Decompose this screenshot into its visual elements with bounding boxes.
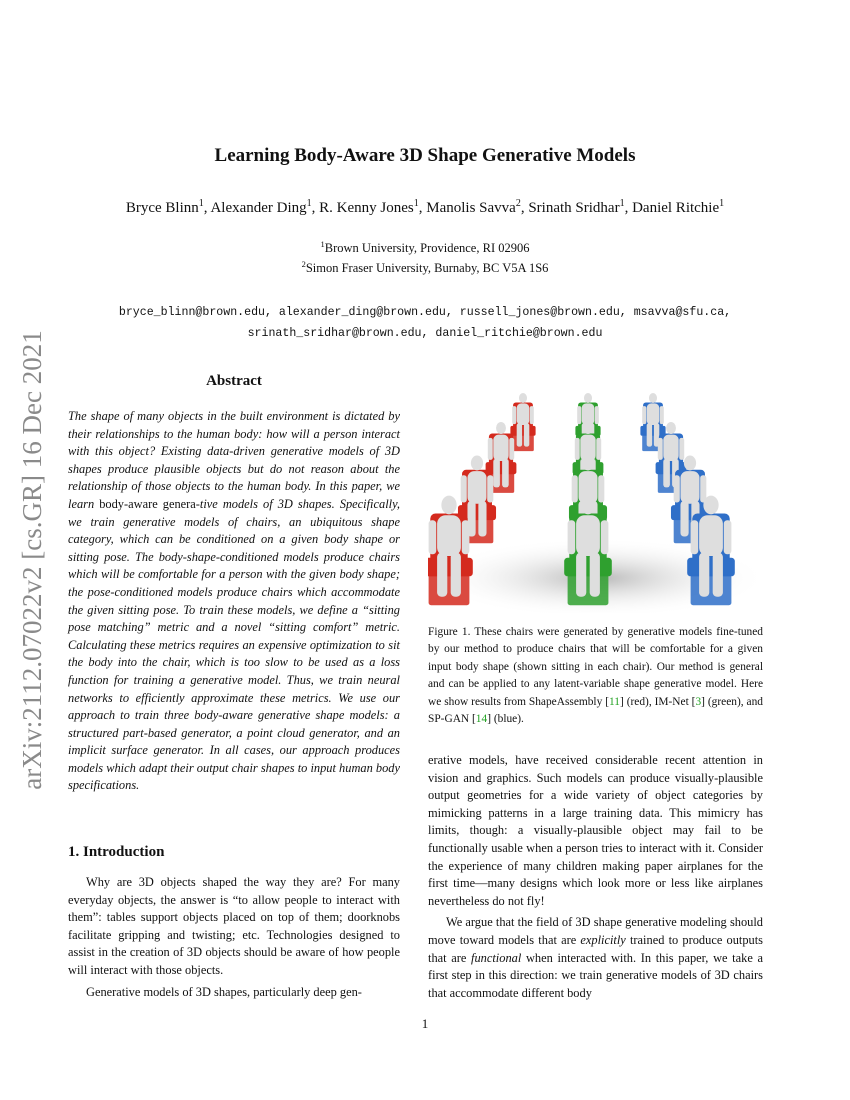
affiliation-marker: 1 [198,198,204,209]
figure-arm [596,438,601,460]
figure-arm [595,406,599,424]
figure-arm [462,520,470,554]
figure-arm [487,475,493,502]
figure-arm [509,438,514,460]
figure-arm [724,520,732,554]
figure-leg [663,459,670,488]
email-list [0,302,850,344]
figure-arm [691,520,699,554]
affiliation-marker: 2 [515,198,521,209]
caption-text: ] (red), IM-Net [ [619,695,696,708]
affiliation-text: Brown University, Providence, RI 02906 [324,241,530,255]
figure-1-chairs-image [428,383,763,613]
affiliation-number: 1 [320,238,325,249]
figure-leg [524,423,529,446]
chair-seat [687,558,735,577]
paper-title: Learning Body-Aware 3D Shape Generative Models [214,145,636,166]
figure-leg [451,553,461,597]
email-line: srinath_sridhar@brown.edu, daniel_ritchie@brown.edu [247,327,603,340]
figure-leg [517,423,522,446]
page-number: 1 [421,1016,429,1031]
abstract-body [68,408,400,795]
chair-seat [564,558,612,577]
figure-head [519,393,527,403]
figure-leg [437,553,447,597]
chair-seat [510,426,535,436]
chair-base [512,435,534,451]
affiliation-1 [0,238,850,256]
arxiv-identifier: arXiv:2112.07022v2 [cs.GR] 16 Dec 2021 [17,330,47,790]
figure-leg [647,423,652,446]
affiliation-2 [0,258,850,276]
figure-arm [572,475,578,502]
figure-torso [517,403,530,425]
figure-head [649,393,657,403]
figure-leg [576,553,586,597]
author-name: Srinath Sridhar [528,200,620,216]
citation-link[interactable]: 11 [609,695,620,708]
affiliation-marker: 1 [413,198,419,209]
abstract-text-part: tive models of 3D shapes. Specifically, we train generative models of chairs, an ubiquitous shape category, which can be conditioned on a given body shape or sitting pose. The body-shape-conditioned models produce chairs which will be comfortable for a person with the given body shape; the pose-conditioned models produce chairs which accommodate the given sitting pose. To train these models, we define a “sitting pose matching” metric and a novel “sitting comfort” metric. Calculating these metrics requires an expensive optimization to sit the body into the chair, which is too slow to be used as a loss function for training a generative model. Thus, we train neural networks to efficiently approximate these metrics. We use our approach to train three body-aware generative shape models: a structured part-based generator, a point cloud generator, and an implicit surface generator. In all cases, our approach produces models which adapt their output chair shapes to input human body specifications. [68,496,400,793]
figure-head [471,456,483,471]
right-column-body [428,752,763,1006]
figure-torso [582,403,595,425]
figure-leg [680,501,688,536]
author-name: Daniel Ritchie [632,200,720,216]
chairs-illustration [428,383,763,613]
figure-leg [478,501,486,536]
affiliation-marker: 1 [306,198,312,209]
introduction-body [68,874,400,1005]
figure-arm [674,475,680,502]
figure-torso [467,471,486,504]
figure-head [703,496,718,515]
author-name: R. Kenny Jones [319,200,414,216]
figure-head [584,393,592,403]
chair-base [691,575,732,606]
abstract-heading: Abstract [206,373,262,389]
affiliation-number: 2 [301,258,306,269]
emphasis-text: functional [471,950,522,965]
paragraph: Generative models of 3D shapes, particularly deep gen- [86,984,362,999]
figure-torso [647,403,660,425]
abstract-upright-text: body-aware genera- [99,496,200,511]
paragraph-text: when interacted with. In this paper, we take a first step in this direction: we train generative models of 3D chairs that accommodate different body [428,950,763,1000]
figure-arm [575,438,580,460]
paragraph [428,914,763,1002]
chair-base [429,575,470,606]
figure-arm [601,520,609,554]
figure-caption [428,624,763,728]
caption-text: ] (blue). [487,713,524,726]
paragraph-text: trained to produce outputs that are [428,932,763,965]
figure-arm [461,475,467,502]
figure-head [583,422,593,434]
figure-head [666,422,676,434]
figure-leg [713,553,723,597]
figure-head [496,422,506,434]
figure-arm [679,438,684,460]
figure-arm [512,406,516,424]
emphasis-text: explicitly [580,932,626,947]
author-name: Bryce Blinn [125,200,199,216]
figure-head [580,496,595,515]
figure-leg [699,553,709,597]
figure-arm [568,520,576,554]
affiliation-text: Simon Fraser University, Burnaby, BC V5A 1S6 [305,261,549,275]
figure-torso [437,515,461,556]
figure-leg [590,553,600,597]
figure-torso [493,435,508,461]
figure-arm [658,438,663,460]
figure-leg [502,459,509,488]
figure-head [684,456,696,471]
email-line: bryce_blinn@brown.edu, alexander_ding@brown.edu, russell_jones@brown.edu, msavva@sfu.ca, [118,306,732,319]
figure-leg [493,459,500,488]
author-list: Bryce Blinn$^1$, Alexander Ding$^1$, R. Kenny Jones$^1$, Manolis Savva$^2$, Srinath Sridhar$^1$, Daniel Ritchie$^1$ [125,198,725,216]
figure-arm [530,406,534,424]
affiliation-marker: 1 [719,198,725,209]
caption-text: ] (green), and SP-GAN [ [428,695,763,726]
figure-torso [680,471,699,504]
figure-head [441,496,456,515]
citation-link[interactable]: 14 [475,713,488,726]
paragraph: Why are 3D objects shaped the way they are? For many everyday objects, the answer is “to allow people to interact with them”: tables support objects placed on top of them; doorknobs facilitate gripping and twisting; etc. Technologies designed to assist in the creation of 3D objects should be aware of how people will interact with those objects. [68,875,400,977]
abstract-text-part: The shape of many objects in the built environment is dictated by their relationships to the human body: how will a person interact with this object? Existing data-driven generative models of 3D shapes produce plausible objects but do not reason about the relationship of those objects to the human body. In this paper, we learn [68,409,400,511]
figure-arm [700,475,706,502]
affiliation-marker: 1 [619,198,625,209]
figure-arm [642,406,646,424]
author-name: Alexander Ding [210,200,307,216]
figure-torso [699,515,723,556]
figure-arm [577,406,581,424]
citation-link[interactable]: 3 [695,695,702,708]
figure-arm [488,438,493,460]
figure-arm [429,520,437,554]
figure-arm [660,406,664,424]
caption-text: Figure 1. These chairs were generated by generative models fine-tuned by our method to produce chairs that will be comfortable for a given input body shape (shown sitting in each chair). Our method is general and can be applied to any latent-variable shape generative model. Here we show results from ShapeAssembly [ [428,626,763,708]
author-name: Manolis Savva [426,200,516,216]
paragraph-text: We argue that the field of 3D shape generative modeling should move toward models that are [428,915,763,947]
figure-head [582,456,594,471]
chair-seat [428,558,473,577]
figure-torso [576,515,600,556]
section-heading-introduction: 1. Introduction [68,844,165,860]
paragraph: erative models, have received considerable recent attention in vision and graphics. Such models can produce visually-plausible output geometries for a wide variety of object categories by mimicking patterns in a large training data. This mimicry has limits, though: a visually-plausible object may fail to be functionally usable when a person tries to interact with it. Consider the experience of many children making paper airplanes for the first time—many designs which look more or less like airplanes nevertheless do not fly! [428,753,763,908]
figure-torso [663,435,678,461]
chair-base [568,575,609,606]
figure-arm [598,475,604,502]
